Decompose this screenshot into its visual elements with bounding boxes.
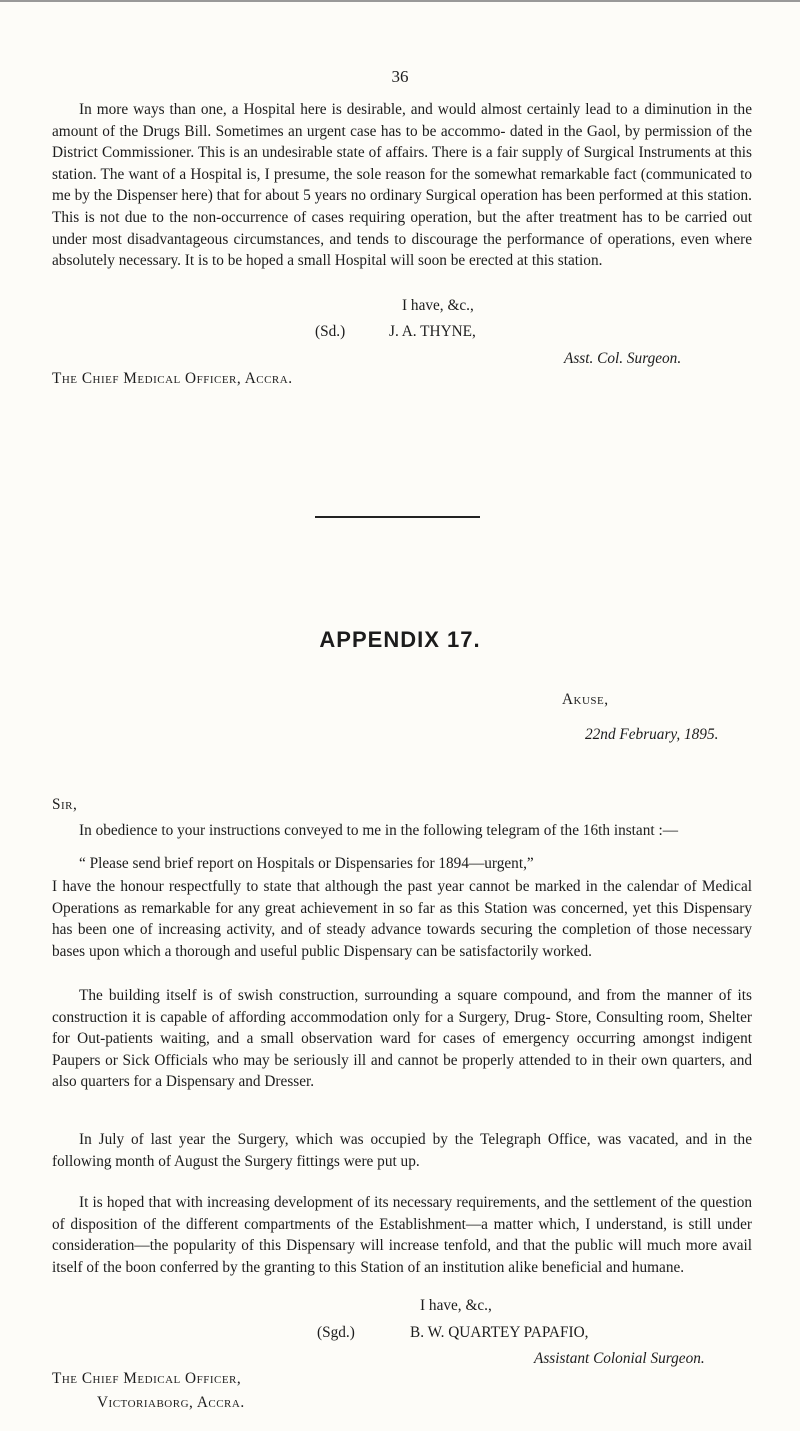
appendix-sgd: (Sgd.) xyxy=(317,1324,355,1341)
letter1-body: In more ways than one, a Hospital here is desirable, and would almost certainly lead to a diminution in the amount of the Drugs Bill. Sometimes an urgent case has to be accommo- dated in the Gaol, by permission of the District Commissioner. This is an undesirable state of affairs. There is a fair supply of Surgical Instruments at this station. The want of a Hospital is, I presume, the sole reason for the somewhat remarkable fact (communicated to me by the Dispenser here) that for about 5 years no ordinary Surgical operation has been performed at this station. This is not due to the non-occurrence of cases requiring operation, but the after treatment has to be carried out under most disadvantageous circumstances, and tends to discourage the performance of operations, even where absolutely necessary. It is to be hoped a small Hospital will soon be erected at this station. xyxy=(52,101,752,270)
paragraph-4: In July of last year the Surgery, which was occupied by the Telegraph Office, was vacated, and in the following month of August the Surgery fittings were put up. xyxy=(52,1131,752,1170)
letter-date: 22nd February, 1895. xyxy=(585,726,719,743)
paragraph-2: I have the honour respectfully to state that although the past year cannot be marked in the calendar of Medical Operations as remarkable for any great achievement in so far as this Station was concerned, yet this Dispensary has been one of increasing activity, and of steady advance towards securing the completion of those necessary bases upon which a thorough and useful public Dispensary can be satisfactorily worked. xyxy=(52,878,752,960)
salutation: Sir, xyxy=(52,796,78,813)
section-divider xyxy=(315,516,480,518)
appendix-signatory: B. W. QUARTEY PAPAFIO, xyxy=(410,1324,589,1341)
letter1-closing: I have, &c., xyxy=(402,297,474,314)
telegram-quote: “ Please send brief report on Hospitals or Dispensaries for 1894—urgent,” xyxy=(79,855,534,872)
paragraph-3: The building itself is of swish construction, surrounding a square compound, and from the manner of its construction it is capable of affording accommodation only for a Surgery, Drug- Store, Consulting room, Shelter for Out-patients waiting, and a small observation ward for cases of emergency occurring amongst indigent Paupers or Sick Officials who may be seriously ill and cannot be properly attended to in their own quarters, and also quarters for a Dispensary and Dresser. xyxy=(52,987,752,1091)
letter1-addressee: The Chief Medical Officer, Accra. xyxy=(52,370,293,387)
appendix-addressee-line1: The Chief Medical Officer, xyxy=(52,1370,242,1387)
page-edge xyxy=(0,0,800,2)
paragraph-5: It is hoped that with increasing development of its necessary requirements, and the settlement of the question of disposition of the different compartments of the Establishment—a matter which, I understand, is still under consideration—the popularity of this Dispensary will increase tenfold, and that the public will much more avail itself of the boon conferred by the granting to this Station of an institution alike beneficial and humane. xyxy=(52,1194,752,1276)
appendix-closing: I have, &c., xyxy=(420,1297,492,1314)
page-number: 36 xyxy=(391,67,409,86)
letter1-sd: (Sd.) xyxy=(315,323,346,340)
paragraph-1: In obedience to your instructions conveyed to me in the following telegram of the 16th instant :— xyxy=(79,822,678,839)
appendix-title: Assistant Colonial Surgeon. xyxy=(534,1350,705,1367)
letter1-signatory: J. A. THYNE, xyxy=(389,323,476,340)
letter-place: Akuse, xyxy=(562,691,609,708)
appendix-heading: APPENDIX 17. xyxy=(319,627,481,652)
appendix-addressee-line2: Victoriaborg, Accra. xyxy=(97,1394,245,1411)
letter1-title: Asst. Col. Surgeon. xyxy=(564,350,682,367)
